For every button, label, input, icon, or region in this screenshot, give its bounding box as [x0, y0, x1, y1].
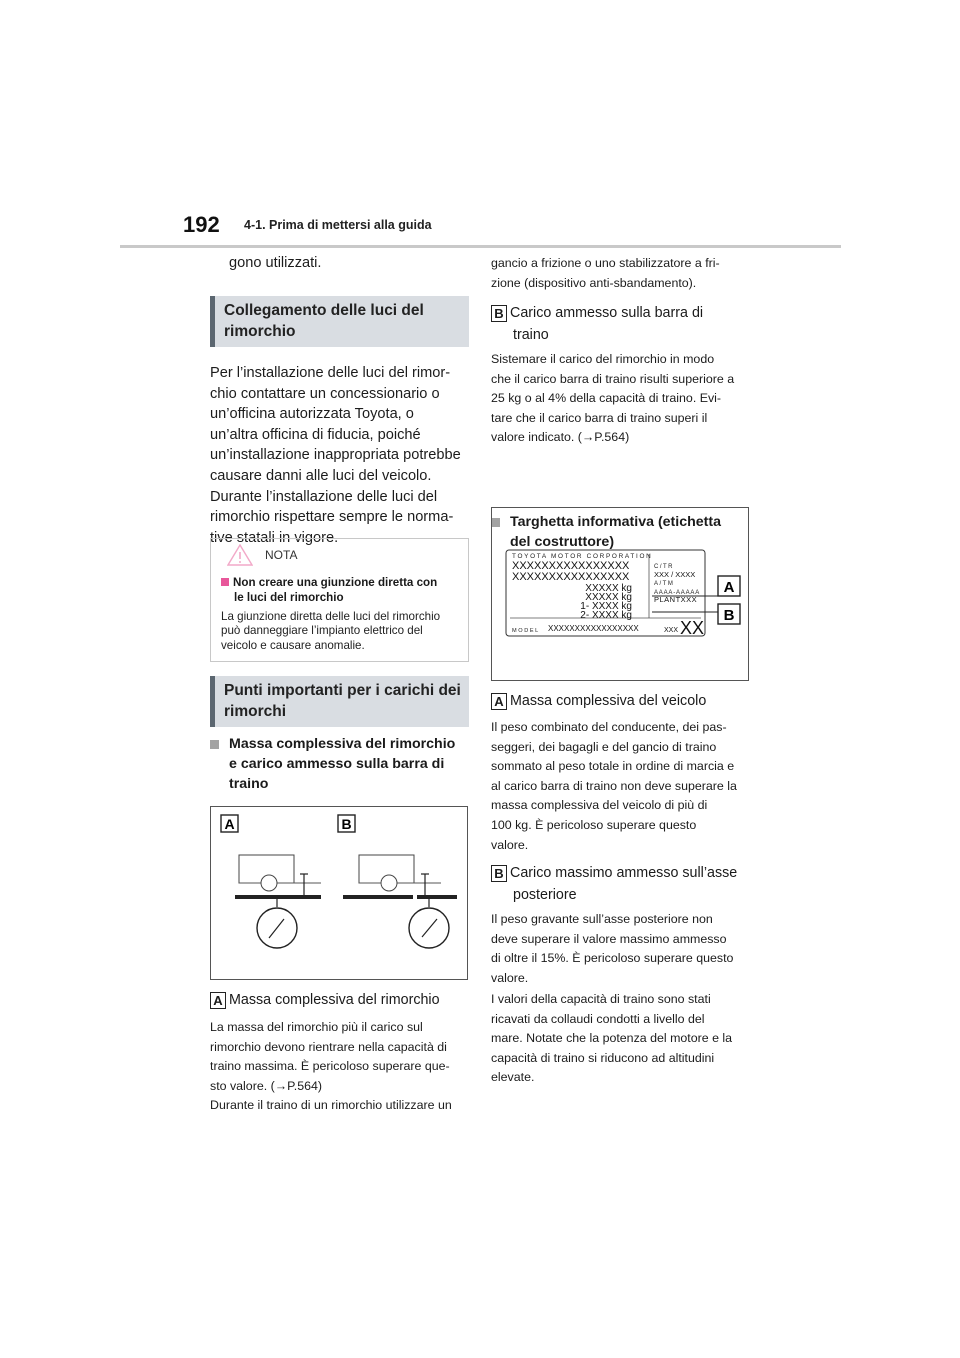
text-line: traino	[229, 775, 269, 792]
text-line: e carico ammesso sulla barra di	[229, 755, 445, 772]
text-line: Targhetta informativa (etichetta	[510, 514, 722, 531]
page-number: 192	[183, 212, 220, 237]
item-title-text: posteriore	[513, 887, 577, 903]
plate-plant: PLANTXXX	[654, 595, 698, 604]
info-plate-figure	[491, 507, 749, 681]
text-line: al carico barra di traino non deve superare la	[491, 778, 737, 793]
plate-line1: XXXXXXXXXXXXXXXX	[512, 560, 630, 572]
item-b-title	[491, 302, 751, 346]
trailer-scale-figure	[210, 806, 468, 980]
text-line: che il carico barra di traino risulti superiore a	[491, 371, 735, 386]
trailer-scale-illustration	[211, 807, 467, 979]
section-heading-luci	[210, 296, 469, 347]
plate-ctr: C/TR	[654, 564, 674, 570]
text-line: chio contattare un concessionario o	[210, 385, 440, 402]
text-line: un’officina autorizzata Toyota, o	[210, 406, 414, 423]
label-box-a: A	[491, 693, 507, 710]
text-line: elevate.	[491, 1070, 535, 1085]
text-line: Il peso gravante sull’asse posteriore non	[491, 912, 713, 926]
text-line: un’altra officina di fiducia, poiché	[210, 426, 421, 443]
text-line: Il peso combinato del conducente, dei pas-	[491, 720, 727, 734]
cont-text	[491, 254, 751, 293]
text-line: veicolo e causare anomalie.	[221, 639, 365, 653]
note-text	[221, 610, 458, 654]
item-title-text: Massa complessiva del rimorchio	[229, 992, 440, 1008]
text-line: causare danni alle luci del veicolo.	[210, 467, 432, 484]
plate-aaaa: AAAA-AAAAA	[654, 590, 701, 596]
item-a2-title	[491, 690, 751, 712]
plate-xxx1: XXX / XXXX	[654, 570, 696, 579]
text-line: tive statali in vigore.	[210, 529, 339, 546]
header-rule	[120, 245, 841, 248]
note-bullet	[221, 576, 458, 606]
text-line: le luci del rimorchio	[234, 590, 344, 604]
fig-label-a: A	[224, 816, 235, 832]
text-line: Sistemare il carico del rimorchio in modo	[491, 352, 715, 366]
text-line: Durante l’installazione delle luci del	[210, 488, 438, 505]
text-line: 100 kg. È pericoloso superare questo	[491, 817, 697, 832]
warning-icon	[227, 544, 253, 566]
text-line: del costruttore)	[510, 534, 615, 551]
text-line: sto valore. (→P.564)	[210, 1078, 323, 1093]
item-title-text: traino	[513, 327, 549, 343]
subhead-massa-rimorchio	[210, 735, 488, 794]
text-line: La massa del rimorchio più il carico sul	[210, 1020, 423, 1034]
section-heading-carichi	[210, 676, 469, 727]
text-line: tare che il carico barra di traino superi il	[491, 410, 708, 425]
item-a-title	[210, 989, 469, 1011]
trailer-a	[235, 855, 321, 948]
plate-w2: XXXXX kg	[585, 592, 632, 603]
plate-atm: A/TM	[654, 581, 675, 587]
label-box-b: B	[491, 305, 507, 322]
text-line: deve superare il valore massimo ammesso	[491, 931, 727, 946]
info-plate-illustration	[492, 508, 748, 680]
intro-tail: gono utilizzati.	[229, 255, 322, 271]
plate-model-value: XXXXXXXXXXXXXXXXX	[548, 624, 639, 633]
trailer-b	[343, 855, 457, 948]
plate-w1: XXXXX kg	[585, 583, 632, 594]
pink-square-icon	[221, 578, 229, 586]
section-heading-text: Collegamento delle luci del rimorchio	[224, 302, 424, 340]
plate-model-label: MODEL	[512, 628, 540, 634]
plate-xxx2: XXX	[664, 627, 679, 634]
text-line: mare. Notate che la potenza del motore e la	[491, 1031, 733, 1046]
text-line: traino massima. È pericoloso superare que-	[210, 1059, 450, 1074]
gray-square-icon	[210, 740, 219, 749]
item-a2-text	[491, 718, 751, 855]
plate-line2: XXXXXXXXXXXXXXXX	[512, 571, 630, 583]
plate-w4: 2- XXXX kg	[580, 610, 632, 621]
note-box	[210, 538, 469, 662]
text-line: zione (dispositivo anti-sbandamento).	[491, 275, 697, 290]
plate-maker: TOYOTA MOTOR CORPORATION	[512, 553, 653, 560]
text-line: Massa complessiva del rimorchio	[229, 736, 456, 752]
item-title-text: Carico massimo ammesso sull’asse	[510, 865, 738, 881]
text-line: Durante il traino di un rimorchio utilizzare un	[210, 1098, 452, 1113]
text-line: 25 kg o al 4% della capacità di traino. Evi-	[491, 391, 722, 406]
text-line: seggeri, dei bagagli e del gancio di traino	[491, 739, 717, 754]
section-luci-body	[210, 363, 469, 548]
text-line: sommato al peso totale in ordine di marcia e	[491, 759, 735, 774]
text-line: capacità di traino si riducono ad altitudini	[491, 1050, 715, 1065]
text-line: un’installazione inappropriata potrebbe	[210, 447, 461, 464]
item-title-text: Massa complessiva del veicolo	[510, 693, 707, 709]
item-title-text: Carico ammesso sulla barra di	[510, 305, 704, 321]
plate-xx: XX	[680, 618, 705, 638]
item-b2-title	[491, 862, 751, 906]
text-line: valore.	[491, 970, 529, 985]
label-box-b: B	[491, 865, 507, 882]
fig-label-b: B	[341, 816, 352, 832]
text-line: massa complessiva del veicolo di più di	[491, 798, 708, 813]
text-line: ricavati da collaudi condotti a livello del	[491, 1011, 705, 1026]
text-line: rimorchio devono rientrare nella capacità di	[210, 1039, 447, 1054]
altitude-note	[491, 990, 751, 1088]
text-line: Non creare una giunzione diretta con	[233, 576, 438, 589]
plate-w3: 1- XXXX kg	[580, 601, 632, 612]
item-b-text	[491, 350, 751, 448]
text-line: gancio a frizione o uno stabilizzatore a fri-	[491, 256, 720, 270]
text-line: La giunzione diretta delle luci del rimorchio	[221, 609, 441, 623]
text-line: di oltre il 15%. È pericoloso superare questo	[491, 951, 734, 966]
text-line: può danneggiare l’impianto elettrico del	[221, 624, 423, 638]
text-line: I valori della capacità di traino sono stati	[491, 992, 711, 1006]
plate-label-b: B	[723, 607, 735, 624]
chapter-title: 4-1. Prima di mettersi alla guida	[244, 218, 432, 232]
note-title: NOTA	[265, 548, 298, 562]
section-heading-text: Punti importanti per i carichi dei rimorchi	[224, 682, 461, 720]
text-line: valore indicato. (→P.564)	[491, 430, 630, 445]
item-b2-text	[491, 910, 751, 988]
label-box-a: A	[210, 992, 226, 1009]
text-line: rimorchio rispettare sempre le norma-	[210, 509, 454, 526]
text-line: valore.	[491, 837, 529, 852]
text-line: Per l’installazione delle luci del rimor-	[210, 365, 451, 381]
item-a-text	[210, 1018, 469, 1116]
plate-label-a: A	[723, 579, 735, 596]
